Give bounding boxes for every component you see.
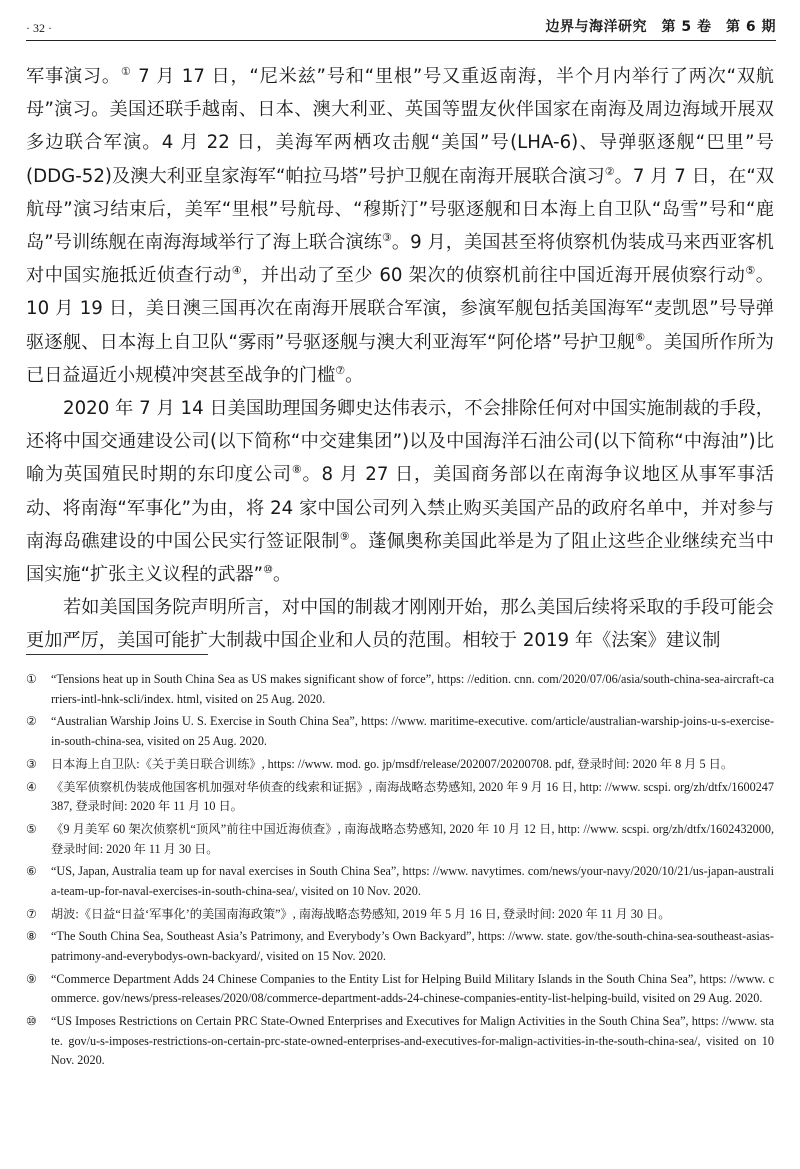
page-header <box>26 12 776 36</box>
footnote-mark: ⑥ <box>26 864 37 879</box>
text-run: 军事演习。 <box>26 66 121 87</box>
footnote-ref[interactable]: ⑩ <box>263 562 273 576</box>
text-run: 。 <box>345 364 364 386</box>
footnote-item <box>26 778 774 817</box>
footnote-ref[interactable]: ④ <box>231 264 243 278</box>
footnote-text: 《美军侦察机伪装成他国客机加强对华侦查的线索和证据》, 南海战略态势感知, 2020 年 9 月 16 日, http: //www. scspi. org/zh/dtfx/1600247387, 登录时间: 2020 年 11 月 10 日。 <box>51 779 774 814</box>
footnote-ref[interactable]: ② <box>604 164 615 178</box>
footnote-item <box>26 670 774 709</box>
footnote-text: “Commerce Department Adds 24 Chinese Companies to the Entity List for Helping Build Military Islands in the South China Sea”, https: //www. commerce. gov/news/press-releases/2020/08/commerce-department-adds-24-chinese-companies-entity-list-helping-build, visited on 29 Aug. 2020. <box>51 971 774 1006</box>
footnote-ref[interactable]: ⑦ <box>335 363 346 377</box>
footnote-text: “Tensions heat up in South China Sea as US makes significant show of force”, https: //edition. cnn. com/2020/07/06/asia/south-china-sea-aircraft-carriers-intl-hnk-scli/index. html, visited on 25 Aug. 2020. <box>51 672 774 706</box>
footnote-text: “The South China Sea, Southeast Asia’s Patrimony, and Everybody’s Own Backyard”, https: //www. state. gov/the-south-china-sea-southeast-asias-patrimony-and-everybodys-own-backyard/, visited on 15 Nov. 2020. <box>51 929 774 964</box>
footnote-ref[interactable]: ⑨ <box>339 529 350 543</box>
text-run: 。8 月 27 日，美国商务部以在南海争议地区从事军事活动、将南海“军事化”为由，将 24 家中国公司列入禁止购买美国产品的政府名单中，并对参与南海岛礁建设的中国公民实行签证限制 <box>26 464 774 552</box>
paragraph-2 <box>26 392 774 591</box>
text-run: 。蓬佩奥称美国此举是为了阻止这些企业继续充当中国实施“扩张主义议程的武器” <box>26 530 774 586</box>
footnote-mark: ⑨ <box>26 971 37 986</box>
footnote-separator <box>26 654 208 655</box>
footnote-mark: ⑦ <box>26 906 37 921</box>
footnote-item <box>26 712 774 751</box>
paragraph-1 <box>26 60 774 392</box>
footnote-mark: ① <box>26 672 37 686</box>
footnote-mark: ④ <box>26 779 37 794</box>
footnote-text: “Australian Warship Joins U. S. Exercise in South China Sea”, https: //www. maritime-executive. com/article/australian-warship-joins-u-s-exercise-in-south-china-sea, visited on 25 Aug. 2020. <box>51 714 774 748</box>
footnote-ref[interactable]: ⑥ <box>635 330 646 344</box>
text-run: 2020 年 7 月 14 日美国助理国务卿史达伟表示，不会排除任何对中国实施制裁的手段，还将中国交通建设公司(以下简称“中交建集团”)以及中国海洋石油公司(以下简称“中海油”)比喻为英国殖民时期的东印度公司 <box>26 398 774 486</box>
footnote-mark: ⑩ <box>26 1014 37 1029</box>
footnote-mark: ② <box>26 714 37 729</box>
footnote-ref[interactable]: ③ <box>381 230 392 244</box>
footnotes <box>26 670 774 1074</box>
footnote-ref[interactable]: ⑤ <box>745 264 756 278</box>
paragraph-3 <box>26 591 774 657</box>
footnote-text: “US Imposes Restrictions on Certain PRC State-Owned Enterprises and Executives for Malign Activities in the South China Sea”, https: //www. state. gov/u-s-imposes-restrictions-on-certain-prc-state-owned-enterprises-and-executives-for-malign-activities-in-the-south-china-sea/, visited on 10 Nov. 2020. <box>51 1014 774 1068</box>
text-run: 。9 月，美国甚至将侦察机伪装成马来西亚客机对中国实施抵近侦查行动 <box>26 232 774 287</box>
footnote-mark: ⑤ <box>26 821 37 836</box>
footnote-item <box>26 970 774 1009</box>
footnote-item <box>26 905 774 925</box>
header-rule <box>26 40 776 41</box>
main-text <box>26 60 774 658</box>
footnote-text: 日本海上自卫队:《关于美日联合训练》, https: //www. mod. go. jp/msdf/release/202007/20200708. pdf, 登录时间: 2020 年 8 月 5 日。 <box>51 756 734 771</box>
text-run: ，并出动了至少 60 架次的侦察机前往中国近海开展侦察行动 <box>242 265 746 287</box>
text-run: 。美国所作所为已日益逼近小规模冲突甚至战争的门槛 <box>26 331 774 386</box>
footnote-ref[interactable]: ⑧ <box>291 463 303 477</box>
text-run: 。10 月 19 日，美日澳三国再次在南海开展联合军演，参演军舰包括美国海军“麦凯恩”号导弹驱逐舰、日本海上自卫队“雾雨”号驱逐舰与澳大利亚海军“阿伦塔”号护卫舰 <box>26 265 774 353</box>
text-run: 。7 月 7 日，在“双航母”演习结束后，美军“里根”号航母、“穆斯汀”号驱逐舰和日本海上自卫队“岛雪”号和“鹿岛”号训练舰在南海海域举行了海上联合演练 <box>26 165 774 254</box>
page-number: · 32 · <box>26 21 52 35</box>
footnote-mark: ⑧ <box>26 929 37 944</box>
footnote-item <box>26 927 774 966</box>
footnote-text: 胡波:《日益“日益‘军事化’的美国南海政策”》, 南海战略态势感知, 2019 年 5 月 16 日, 登录时间: 2020 年 11 月 30 日。 <box>51 906 671 921</box>
footnote-item <box>26 755 774 775</box>
text-run: 7 月 17 日，“尼米兹”号和“里根”号又重返南海，半个月内举行了两次“双航母”演习。美国还联手越南、日本、澳大利亚、英国等盟友伙伴国家在南海及周边海域开展双多边联合军演。4 月 22 日，美海军两栖攻击舰“美国”号(LHA-6)、导弹驱逐舰“巴里”号(DDG-52)及澳大利亚皇家海军“帕拉马塔”号护卫舰在南海开展联合演习 <box>26 66 774 187</box>
footnote-mark: ③ <box>26 756 37 771</box>
text-run: 。 <box>272 564 292 586</box>
footnote-item <box>26 820 774 859</box>
footnote-ref[interactable]: ① <box>120 64 132 78</box>
journal-title: 边界与海洋研究 第 5 卷 第 6 期 <box>545 19 776 35</box>
footnote-text: “US, Japan, Australia team up for naval exercises in South China Sea”, https: //www. navytimes. com/news/your-navy/2020/10/21/us-japan-australia-team-up-for-naval-exercises-in-south-china-sea/, visited on 10 Nov. 2020. <box>51 864 774 898</box>
footnote-item <box>26 862 774 901</box>
text-run: 若如美国国务院声明所言，对中国的制裁才刚刚开始，那么美国后续将采取的手段可能会更加严厉，美国可能扩大制裁中国企业和人员的范围。相较于 2019 年《法案》建议制 <box>26 597 774 652</box>
footnote-text: 《9 月美军 60 架次侦察机“顶风”前往中国近海侦查》, 南海战略态势感知, 2020 年 10 月 12 日, http: //www. scspi. org/zh/dtfx/1602432000, 登录时间: 2020 年 11 月 30 日。 <box>51 821 774 856</box>
footnote-item <box>26 1012 774 1071</box>
